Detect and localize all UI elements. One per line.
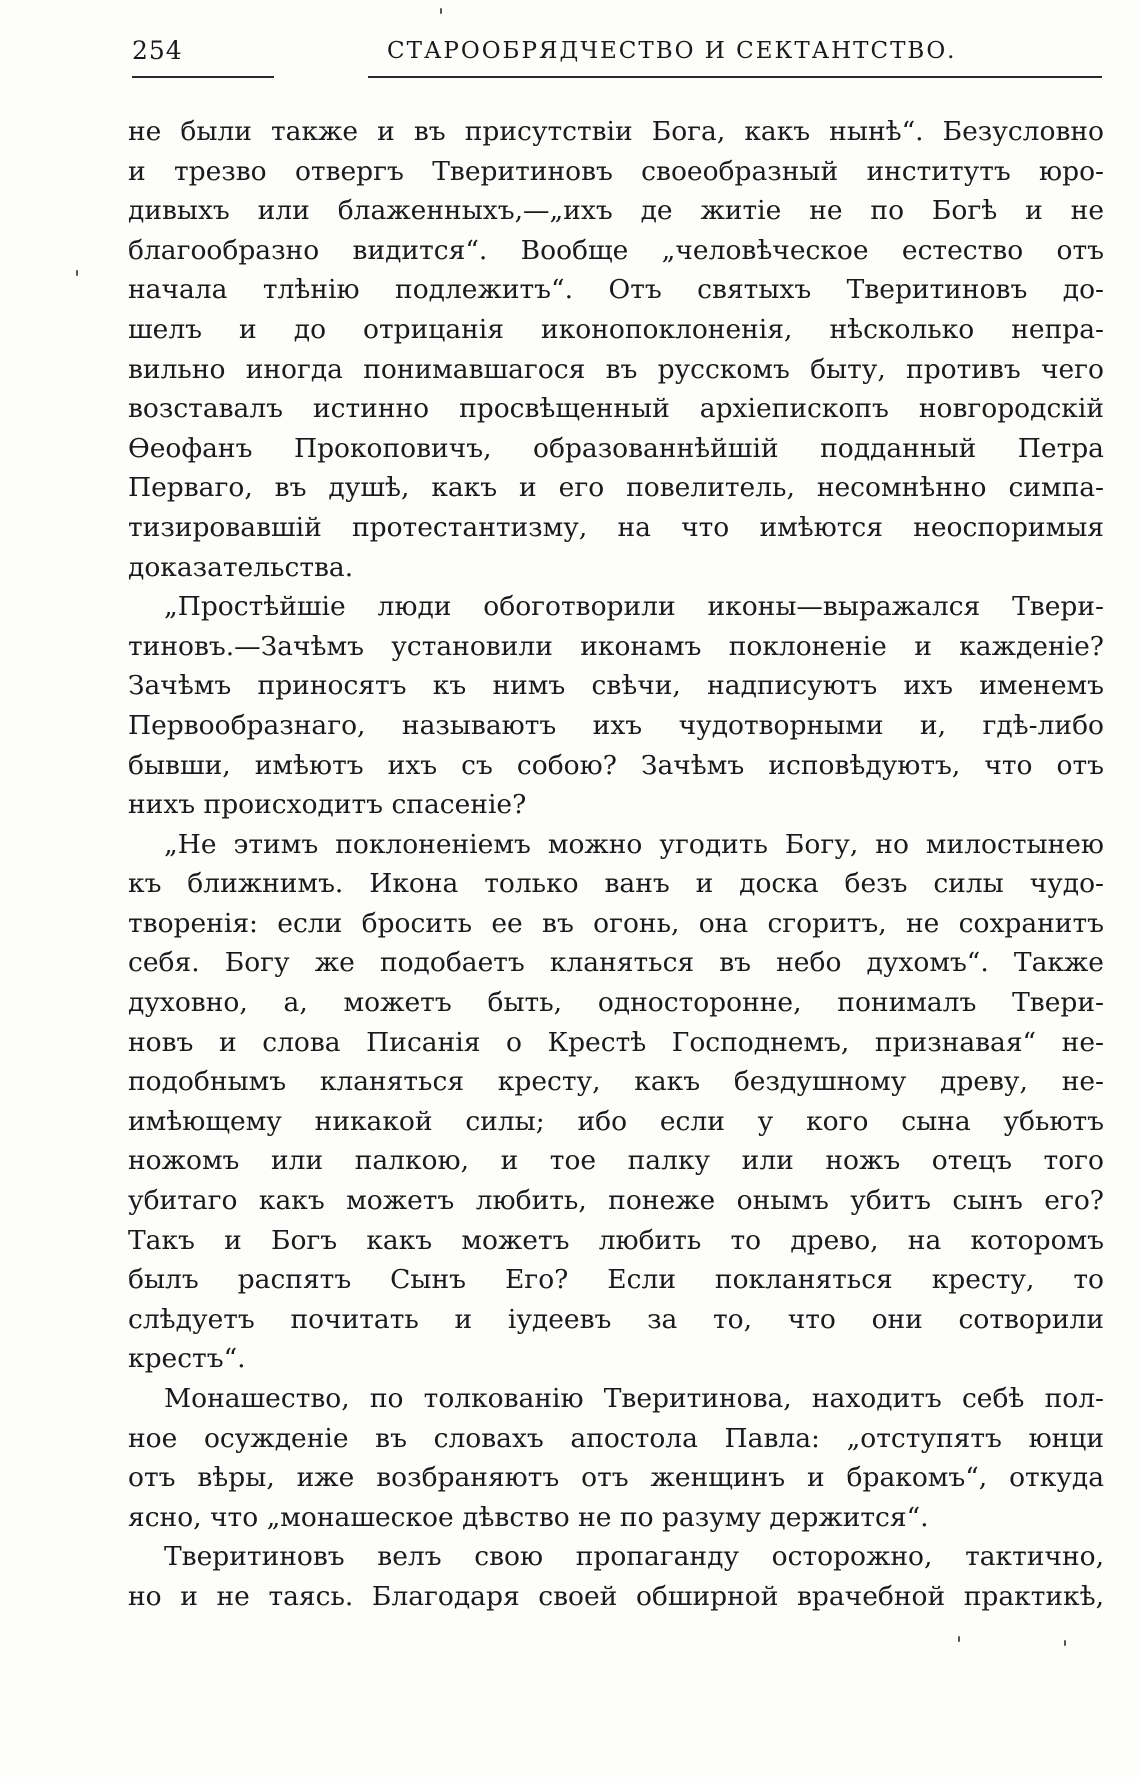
text-line: ясно, что „монашеское дѣвство не по разуму держится“. — [128, 1501, 929, 1533]
text-line: убитаго какъ можетъ любить, понеже онымъ убитъ сынъ его? — [128, 1185, 1104, 1217]
text-line: подобнымъ кланяться кресту, какъ бездушному древу, не- — [128, 1066, 1104, 1098]
page-number: 254 — [132, 36, 183, 65]
header-rule-left — [132, 76, 274, 78]
print-speck — [440, 8, 442, 14]
text-line: тиновъ.—Зачѣмъ установили иконамъ поклоненіе и кажденіе? — [128, 630, 1104, 662]
text-line: имѣющему никакой силы; ибо если у кого сына убьютъ — [128, 1105, 1104, 1137]
text-line: крестъ“. — [128, 1343, 246, 1375]
header-rule-right — [368, 76, 1102, 78]
text-line: не были также и въ присутствіи Бога, какъ нынѣ“. Безусловно — [128, 116, 1104, 147]
text-line: ное осужденіе въ словахъ апостола Павла: „отступятъ юнци — [128, 1422, 1104, 1454]
text-line: духовно, а, можетъ быть, односторонне, понималъ Твери- — [128, 987, 1104, 1019]
text-line: но и не таясь. Благодаря своей обширной врачебной практикѣ, — [128, 1580, 1104, 1612]
text-line: доказательства. — [128, 551, 354, 583]
running-title: СТАРООБРЯДЧЕСТВО И СЕКТАНТСТВО. — [387, 38, 957, 64]
body-text — [128, 112, 1104, 1617]
text-line: возставалъ истинно просвѣщенный архіепископъ новгородскій — [128, 393, 1104, 425]
text-line: дивыхъ или блаженныхъ,—„ихъ де житіе не по Богѣ и не — [128, 195, 1104, 227]
text-line: бывши, имѣютъ ихъ съ собою? Зачѣмъ исповѣдуютъ, что отъ — [128, 749, 1104, 781]
text-line: Первообразнаго, называютъ ихъ чудотворными и, гдѣ-либо — [128, 709, 1104, 741]
text-line: слѣдуетъ почитать и іудеевъ за то, что они сотворили — [128, 1303, 1104, 1335]
text-line: былъ распятъ Сынъ Его? Если покланяться кресту, то — [128, 1264, 1104, 1296]
text-line: Зачѣмъ приносятъ къ нимъ свѣчи, надписуютъ ихъ именемъ — [128, 670, 1104, 702]
text-line: Монашество, по толкованію Тверитинова, находитъ себѣ пол- — [164, 1383, 1104, 1414]
text-line: вильно иногда понимавшагося въ русскомъ быту, противъ чего — [128, 353, 1104, 385]
text-line: ножомъ или палкою, и тое палку или ножъ отецъ того — [128, 1145, 1104, 1177]
print-speck — [76, 270, 78, 276]
text-line: творенія: если бросить ее въ огонь, она сгоритъ, не сохранитъ — [128, 907, 1104, 939]
text-line: благообразно видится“. Вообще „человѣческое естество отъ — [128, 234, 1104, 266]
text-line: „Простѣйшіе люди обоготворили иконы—выражался Твери- — [164, 591, 1104, 623]
text-line: нихъ происходитъ спасеніе? — [128, 789, 527, 821]
text-line: новъ и слова Писанія о Крестѣ Господнемъ, признавая“ не- — [128, 1026, 1104, 1058]
text-line: себя. Богу же подобаетъ кланяться въ небо духомъ“. Также — [128, 947, 1104, 979]
print-speck — [1064, 1640, 1066, 1646]
text-line: шелъ и до отрицанія иконопоклоненія, нѣсколько непра- — [128, 313, 1104, 345]
text-line: „Не этимъ поклоненіемъ можно угодить Богу, но милостынею — [164, 828, 1104, 860]
text-line: и трезво отвергъ Тверитиновъ своеобразный институтъ юро- — [128, 155, 1104, 187]
text-line: Ѳеофанъ Прокоповичъ, образованнѣйшій подданный Петра — [128, 432, 1104, 464]
text-line: Тверитиновъ велъ свою пропаганду осторожно, тактично, — [164, 1541, 1104, 1573]
text-line: начала тлѣнію подлежитъ“. Отъ святыхъ Тверитиновъ до- — [128, 274, 1104, 306]
text-line: отъ вѣры, иже возбраняютъ отъ женщинъ и бракомъ“, откуда — [128, 1462, 1104, 1494]
running-head — [132, 30, 1102, 66]
print-speck — [958, 1636, 960, 1642]
text-line: Такъ и Богъ какъ можетъ любить то древо, на которомъ — [128, 1224, 1104, 1256]
text-line: Перваго, въ душѣ, какъ и его повелитель, несомнѣнно симпа- — [128, 472, 1104, 504]
text-line: тизировавшій протестантизму, на что имѣются неоспоримыя — [128, 511, 1104, 543]
text-line: къ ближнимъ. Икона только ванъ и доска безъ силы чудо- — [128, 868, 1104, 900]
